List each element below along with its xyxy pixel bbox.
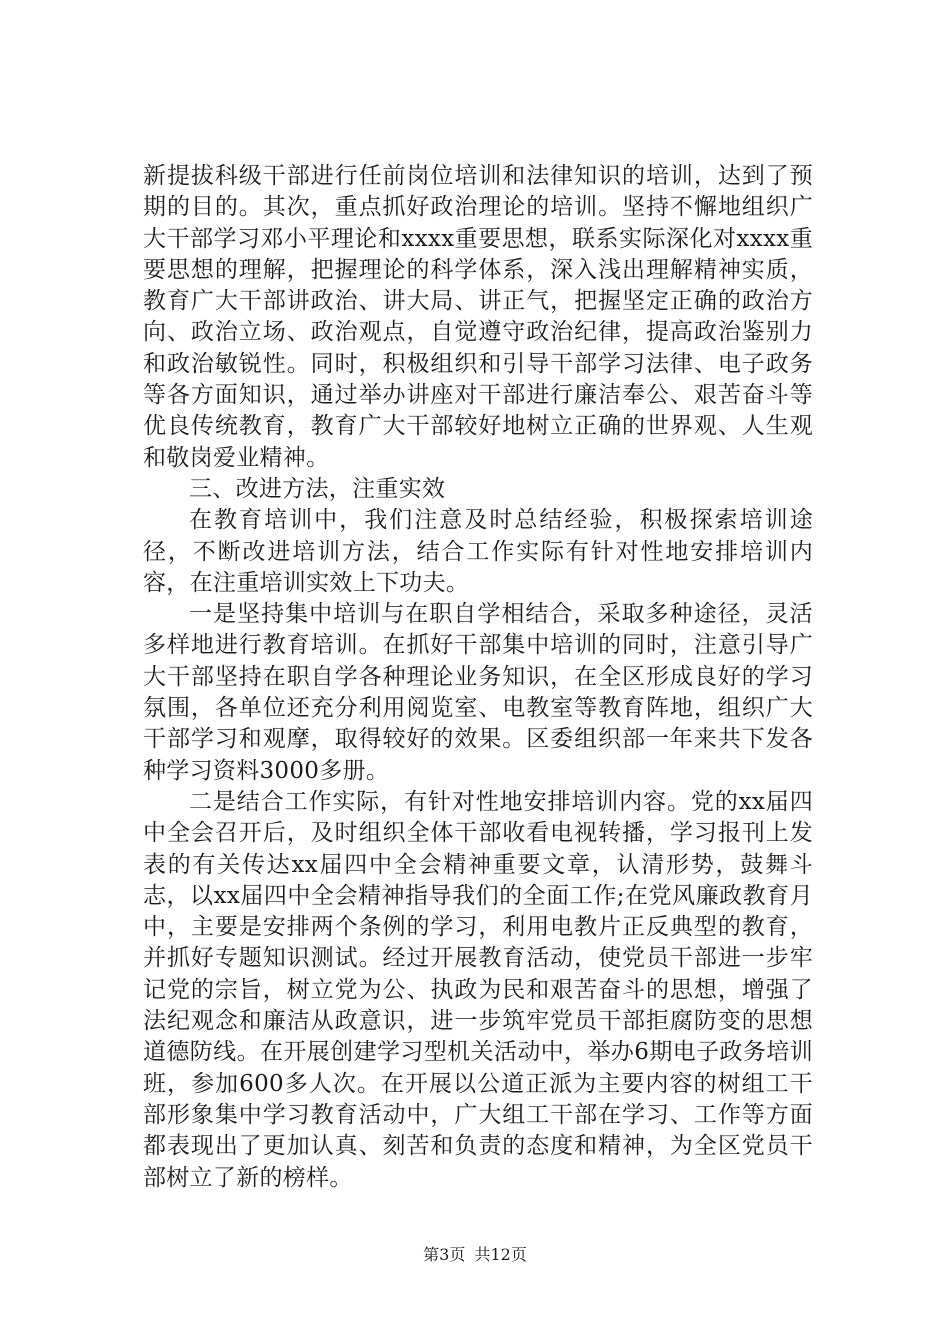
- section-heading: 三、改进方法，注重实效: [189, 475, 446, 502]
- paragraph-1: 新提拔科级干部进行任前岗位培训和法律知识的培训，达到了预期的目的。其次，重点抓好政治理论的培训。坚持不懈地组织广大干部学习邓小平理论和xxxx重要思想，联系实际深化对xxxx重要思想的理解，把握理论的科学体系，深入浅出理解精神实质，教育广大干部讲政治、讲大局、讲正气，把握坚定正确的政治方向、政治立场、政治观点，自觉遵守政治纪律，提高政治鉴别力和政治敏锐性。同时，积极组织和引导干部学习法律、电子政务等各方面知识，通过举办讲座对干部进行廉洁奉公、艰苦奋斗等优良传统教育，教育广大干部较好地树立正确的世界观、人生观和敬岗爱业精神。: [143, 163, 813, 471]
- page-number: 第3页: [423, 1245, 466, 1264]
- document-body: [143, 161, 813, 1194]
- paragraph-4: 一是坚持集中培训与在职自学相结合，采取多种途径，灵活多样地进行教育培训。在抓好干部集中培训的同时，注意引导广大干部坚持在职自学各种理论业务知识，在全区形成良好的学习氛围，各单位还充分利用阅览室、电教室等教育阵地，组织广大干部学习和观摩，取得较好的效果。区委组织部一年来共下发各种学习资料3000多册。: [143, 601, 813, 784]
- paragraph-3: 在教育培训中，我们注意及时总结经验，积极探索培训途径，不断改进培训方法，结合工作实际有针对性地安排培训内容，在注重培训实效上下功夫。: [143, 507, 813, 596]
- paragraph-5: 二是结合工作实际，有针对性地安排培训内容。党的xx届四中全会召开后，及时组织全体干部收看电视转播，学习报刊上发表的有关传达xx届四中全会精神重要文章，认清形势，鼓舞斗志，以xx届四中全会精神指导我们的全面工作;在党风廉政教育月中，主要是安排两个条例的学习，利用电教片正反典型的教育，并抓好专题知识测试。经过开展教育活动，使党员干部进一步牢记党的宗旨，树立党为公、执政为民和艰苦奋斗的思想，增强了法纪观念和廉洁从政意识，进一步筑牢党员干部拒腐防变的思想道德防线。在开展创建学习型机关活动中，举办6期电子政务培训班，参加600多人次。在开展以公道正派为主要内容的树组工干部形象集中学习教育活动中，广大组工干部在学习、工作等方面都表现出了更加认真、刻苦和负责的态度和精神，为全区党员干部树立了新的榜样。: [143, 788, 813, 1191]
- page-footer: [0, 1242, 950, 1265]
- page-total: 共12页: [474, 1245, 527, 1264]
